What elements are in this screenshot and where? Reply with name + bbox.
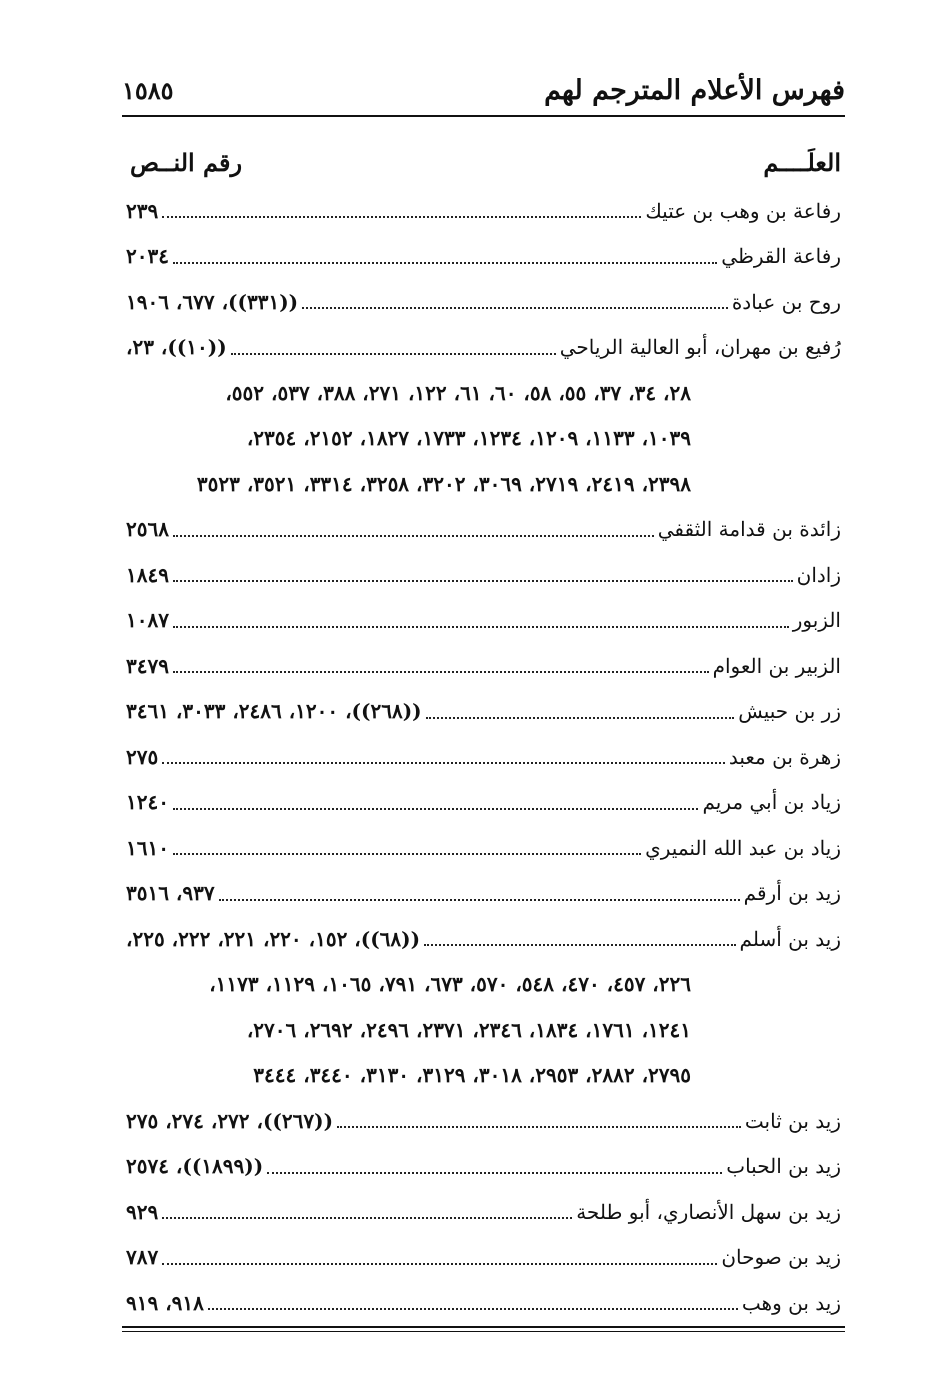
dot-leader: [302, 306, 728, 309]
dot-leader: [208, 1307, 738, 1310]
index-entry: [126, 1144, 841, 1190]
entry-references: ٩١٨، ٩١٩: [126, 1290, 204, 1315]
dot-leader: [267, 1171, 722, 1174]
page-number: ١٥٨٥: [122, 75, 174, 105]
dot-leader: [426, 716, 735, 719]
index-entry: [126, 1098, 841, 1144]
index-entry: [126, 871, 841, 917]
index-entry: [126, 734, 841, 780]
entry-name: رفاعة القرظي: [721, 244, 841, 269]
entry-name: الزبير بن العوام: [712, 653, 841, 678]
entry-references: ٢٢٦، ٤٥٧، ٤٧٠، ٥٤٨، ٥٧٠، ٦٧٣، ٧٩١، ١٠٦٥، ١١٢٩، ١١٧٣،: [209, 972, 691, 997]
dot-leader: [231, 352, 556, 355]
dot-leader: [173, 852, 641, 855]
footer-rule-thin: [122, 1331, 845, 1332]
index-entry: [126, 507, 841, 553]
index-entry-continuation: [126, 1007, 841, 1053]
entry-name: رفاعة بن وهب بن عتيك: [645, 198, 841, 223]
entry-references: ٢٧٥: [126, 744, 159, 769]
entry-references: ((٦٨))، ١٥٢، ٢٢٠، ٢٢١، ٢٢٢، ٢٢٥،: [126, 926, 421, 951]
entry-name: زياد بن عبد الله النميري: [645, 835, 841, 860]
entry-references: ((٢٦٨))، ١٢٠٠، ٢٤٨٦، ٣٠٣٣، ٣٤٦١: [126, 699, 422, 724]
index-list: [126, 188, 841, 1326]
index-entry: [126, 552, 841, 598]
column-headings: [130, 142, 841, 182]
footer-rule: [122, 1326, 845, 1328]
index-entry: [126, 825, 841, 871]
entry-references: ((٣٣١))، ٦٧٧، ١٩٠٦: [126, 289, 299, 314]
index-entry-continuation: [126, 461, 841, 507]
entry-name: زائدة بن قدامة الثقفي: [657, 517, 841, 542]
dot-leader: [337, 1125, 741, 1128]
entry-references: ١٢٤٠: [126, 790, 169, 815]
dot-leader: [219, 898, 740, 901]
entry-references: ((١٨٩٩))، ٢٥٧٤: [126, 1154, 264, 1179]
entry-name: زيد بن صوحان: [721, 1245, 841, 1270]
index-entry-continuation: [126, 962, 841, 1008]
entry-name: زهرة بن معبد: [728, 744, 841, 769]
index-entry: [126, 1189, 841, 1235]
entry-references: ١٠٨٧: [126, 608, 169, 633]
entry-references: ٢٣٩: [126, 198, 159, 223]
entry-name: زياد بن أبي مريم: [702, 790, 841, 815]
entry-references: ١٠٣٩، ١١٣٣، ١٢٠٩، ١٢٣٤، ١٧٣٣، ١٨٢٧، ٢١٥٢، ٢٣٥٤،: [246, 426, 691, 451]
entry-references: ٢٣٩٨، ٢٤١٩، ٢٧١٩، ٣٠٦٩، ٣٢٠٢، ٣٢٥٨، ٣٣١٤، ٣٥٢١، ٣٥٢٣: [196, 471, 691, 496]
index-entry: [126, 279, 841, 325]
index-entry: [126, 643, 841, 689]
entry-references: ١٨٤٩: [126, 562, 169, 587]
running-title: فهرس الأعلام المترجم لهم: [544, 74, 845, 106]
dot-leader: [173, 261, 717, 264]
index-entry: [126, 188, 841, 234]
index-entry-continuation: [126, 416, 841, 462]
running-header: [122, 68, 845, 112]
header-rule: [122, 115, 845, 117]
index-entry: [126, 1235, 841, 1281]
ref-column-heading: رقم النــص: [130, 147, 243, 177]
entry-references: ٩٣٧، ٣٥١٦: [126, 881, 215, 906]
dot-leader: [162, 1262, 717, 1265]
dot-leader: [162, 215, 641, 218]
index-entry: [126, 234, 841, 280]
entry-references: ٧٨٧: [126, 1245, 159, 1270]
entry-references: ٢٠٣٤: [126, 244, 169, 269]
entry-references: ٩٢٩: [126, 1199, 159, 1224]
entry-references: ١٢٤١، ١٧٦١، ١٨٣٤، ٢٣٤٦، ٢٣٧١، ٢٤٩٦، ٢٦٩٢، ٢٧٠٦،: [246, 1017, 691, 1042]
dot-leader: [173, 670, 709, 673]
entry-references: ((٢٦٧))، ٢٧٢، ٢٧٤، ٢٧٥: [126, 1108, 334, 1133]
entry-name: زيد بن وهب: [741, 1290, 841, 1315]
name-column-heading: العلَــــم: [763, 147, 841, 177]
entry-name: زيد بن أسلم: [739, 926, 841, 951]
dot-leader: [424, 943, 735, 946]
entry-references: ((١٠))، ٢٣،: [126, 335, 227, 360]
entry-name: روح بن عبادة: [731, 289, 841, 314]
index-entry: [126, 916, 841, 962]
entry-references: ٣٤٧٩: [126, 653, 169, 678]
entry-references: ٢٥٦٨: [126, 517, 169, 542]
entry-name: زيد بن سهل الأنصاري، أبو طلحة: [576, 1199, 841, 1224]
entry-references: ٢٧٩٥، ٢٨٨٢، ٢٩٥٣، ٣٠١٨، ٣١٢٩، ٣١٣٠، ٣٤٤٠، ٣٤٤٤: [253, 1063, 691, 1088]
index-entry: [126, 780, 841, 826]
entry-references: ٢٨، ٣٤، ٣٧، ٥٥، ٥٨، ٦٠، ٦١، ١٢٢، ٢٧١، ٣٨٨، ٥٣٧، ٥٥٢،: [225, 380, 691, 405]
entry-name: زادان: [796, 562, 841, 587]
index-entry: [126, 689, 841, 735]
dot-leader: [173, 807, 699, 810]
index-entry: [126, 598, 841, 644]
index-entry: [126, 1280, 841, 1326]
dot-leader: [173, 579, 793, 582]
index-entry-continuation: [126, 1053, 841, 1099]
index-entry-continuation: [126, 370, 841, 416]
entry-name: زر بن حبيش: [738, 699, 841, 724]
dot-leader: [173, 625, 789, 628]
dot-leader: [162, 761, 725, 764]
entry-name: زيد بن أرقم: [743, 881, 841, 906]
dot-leader: [162, 1216, 572, 1219]
entry-name: زيد بن ثابت: [744, 1108, 841, 1133]
dot-leader: [173, 534, 654, 537]
entry-references: ١٦١٠: [126, 835, 169, 860]
entry-name: رُفيع بن مهران، أبو العالية الرياحي: [559, 335, 841, 360]
entry-name: زيد بن الحباب: [726, 1154, 841, 1179]
index-entry: [126, 325, 841, 371]
entry-name: الزبور: [792, 608, 841, 633]
